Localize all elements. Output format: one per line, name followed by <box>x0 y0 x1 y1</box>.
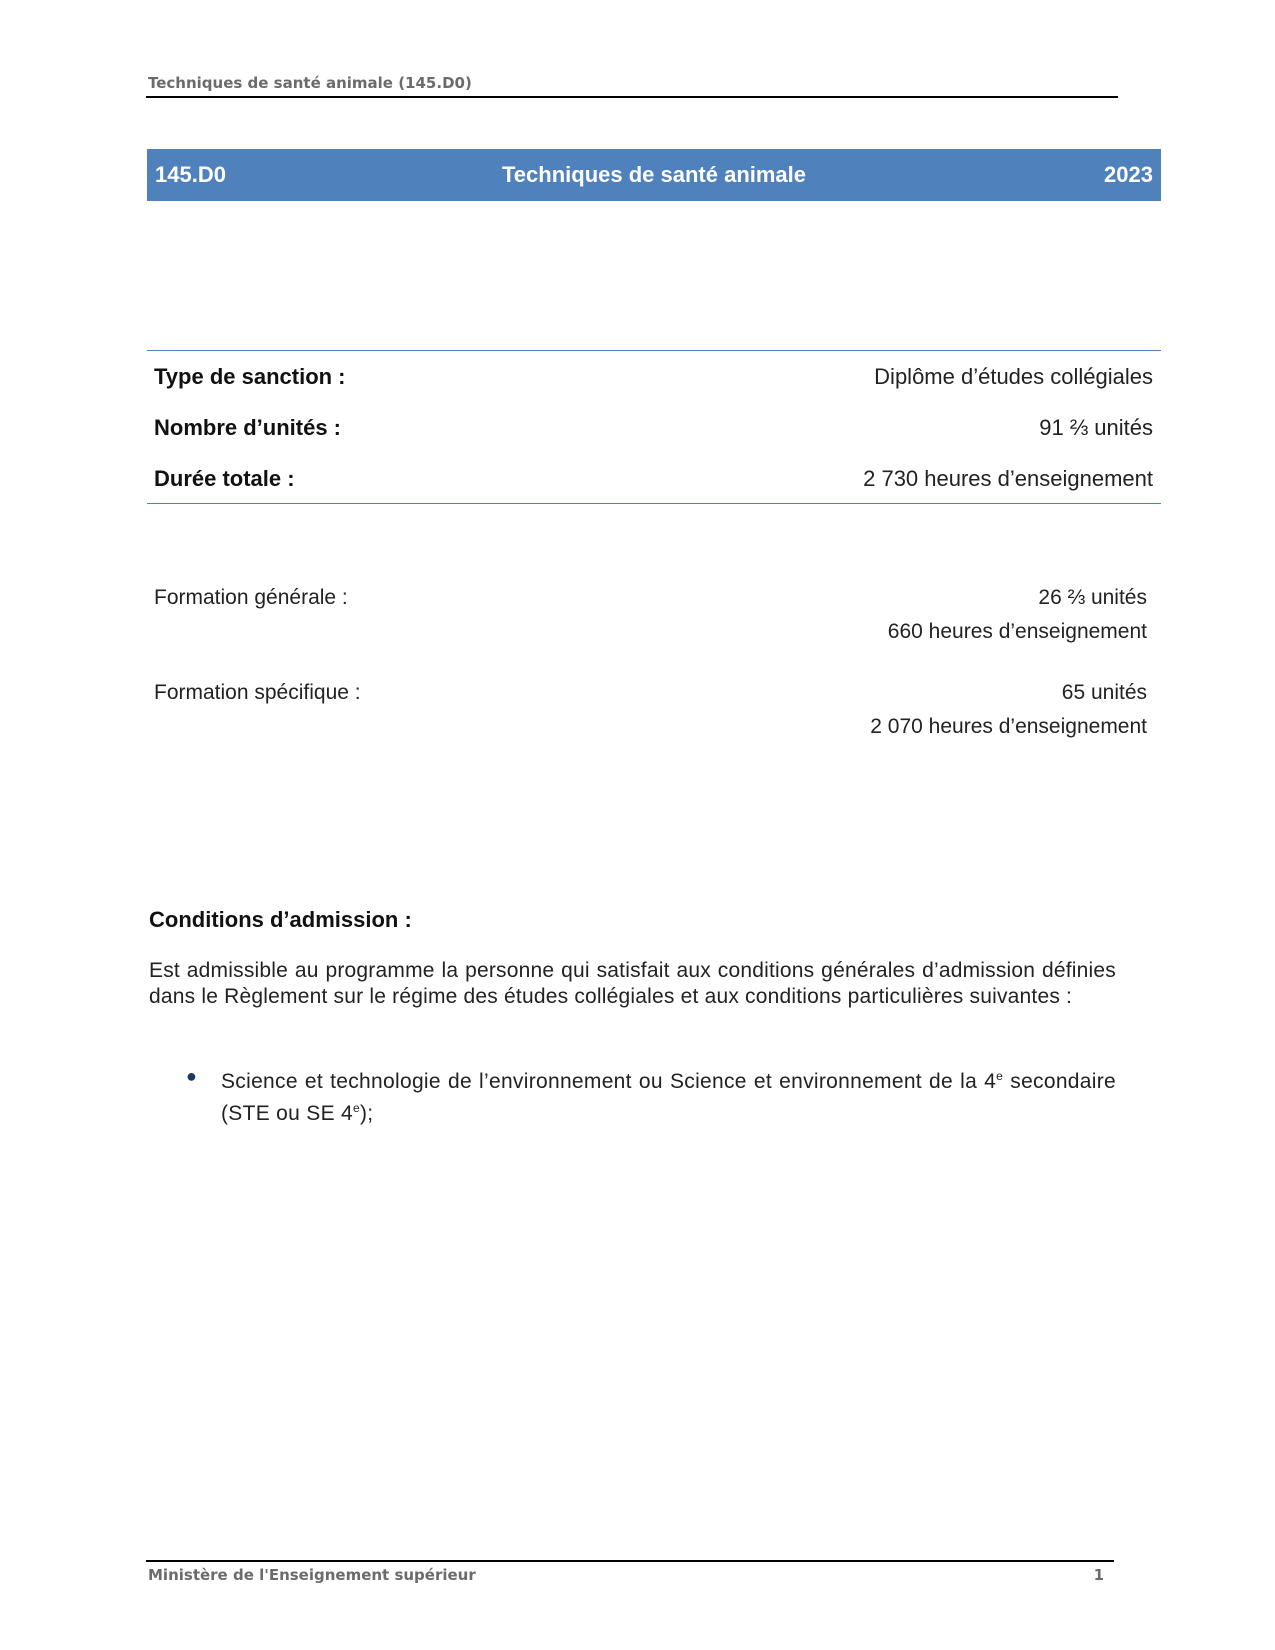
bullet-icon: ● <box>186 1066 197 1086</box>
formation-specifique-units: 65 unités <box>1061 681 1147 704</box>
program-title-band <box>147 149 1161 201</box>
admission-list-item <box>221 1063 1116 1127</box>
units-value: 91 ⅔ unités <box>1039 415 1153 440</box>
program-year: 2023 <box>1104 162 1153 187</box>
running-header: Techniques de santé animale (145.D0) <box>148 74 472 92</box>
program-name: Techniques de santé animale <box>501 162 807 187</box>
formation-generale-units: 26 ⅔ unités <box>1038 586 1147 609</box>
item-sup-2: e <box>353 1101 360 1115</box>
formation-generale-hours: 660 heures d’enseignement <box>887 620 1147 643</box>
sanction-top-rule <box>147 350 1161 351</box>
item-sup-1: e <box>996 1069 1004 1083</box>
footer-ministry: Ministère de l'Enseignement supérieur <box>148 1566 476 1584</box>
header-rule <box>146 96 1118 98</box>
page-number: 1 <box>1093 1566 1104 1584</box>
footer-rule <box>146 1560 1114 1562</box>
duration-label: Durée totale : <box>154 466 295 491</box>
item-text-end: ); <box>359 1102 374 1125</box>
admission-title: Conditions d’admission : <box>149 907 412 932</box>
admission-paragraph: Est admissible au programme la personne qui satisfait aux conditions générales d’admission définies dans le Règlement sur le régime des études collégiales et aux conditions particulières suivantes : <box>149 959 1116 1008</box>
sanction-type-value: Diplôme d’études collégiales <box>874 364 1153 389</box>
program-code: 145.D0 <box>155 162 226 187</box>
sanction-bottom-rule <box>147 503 1161 504</box>
formation-specifique-label: Formation spécifique : <box>154 681 361 704</box>
formation-specifique-hours: 2 070 heures d’enseignement <box>870 715 1147 738</box>
item-text-after: secondaire (STE ou SE 4 <box>221 1070 1117 1125</box>
duration-value: 2 730 heures d’enseignement <box>863 466 1153 491</box>
item-text-main: Science et technologie de l’environnement ou Science et environnement de la 4 <box>221 1070 997 1093</box>
formation-generale-label: Formation générale : <box>154 586 348 609</box>
sanction-type-label: Type de sanction : <box>154 364 346 389</box>
units-label: Nombre d’unités : <box>154 415 342 440</box>
